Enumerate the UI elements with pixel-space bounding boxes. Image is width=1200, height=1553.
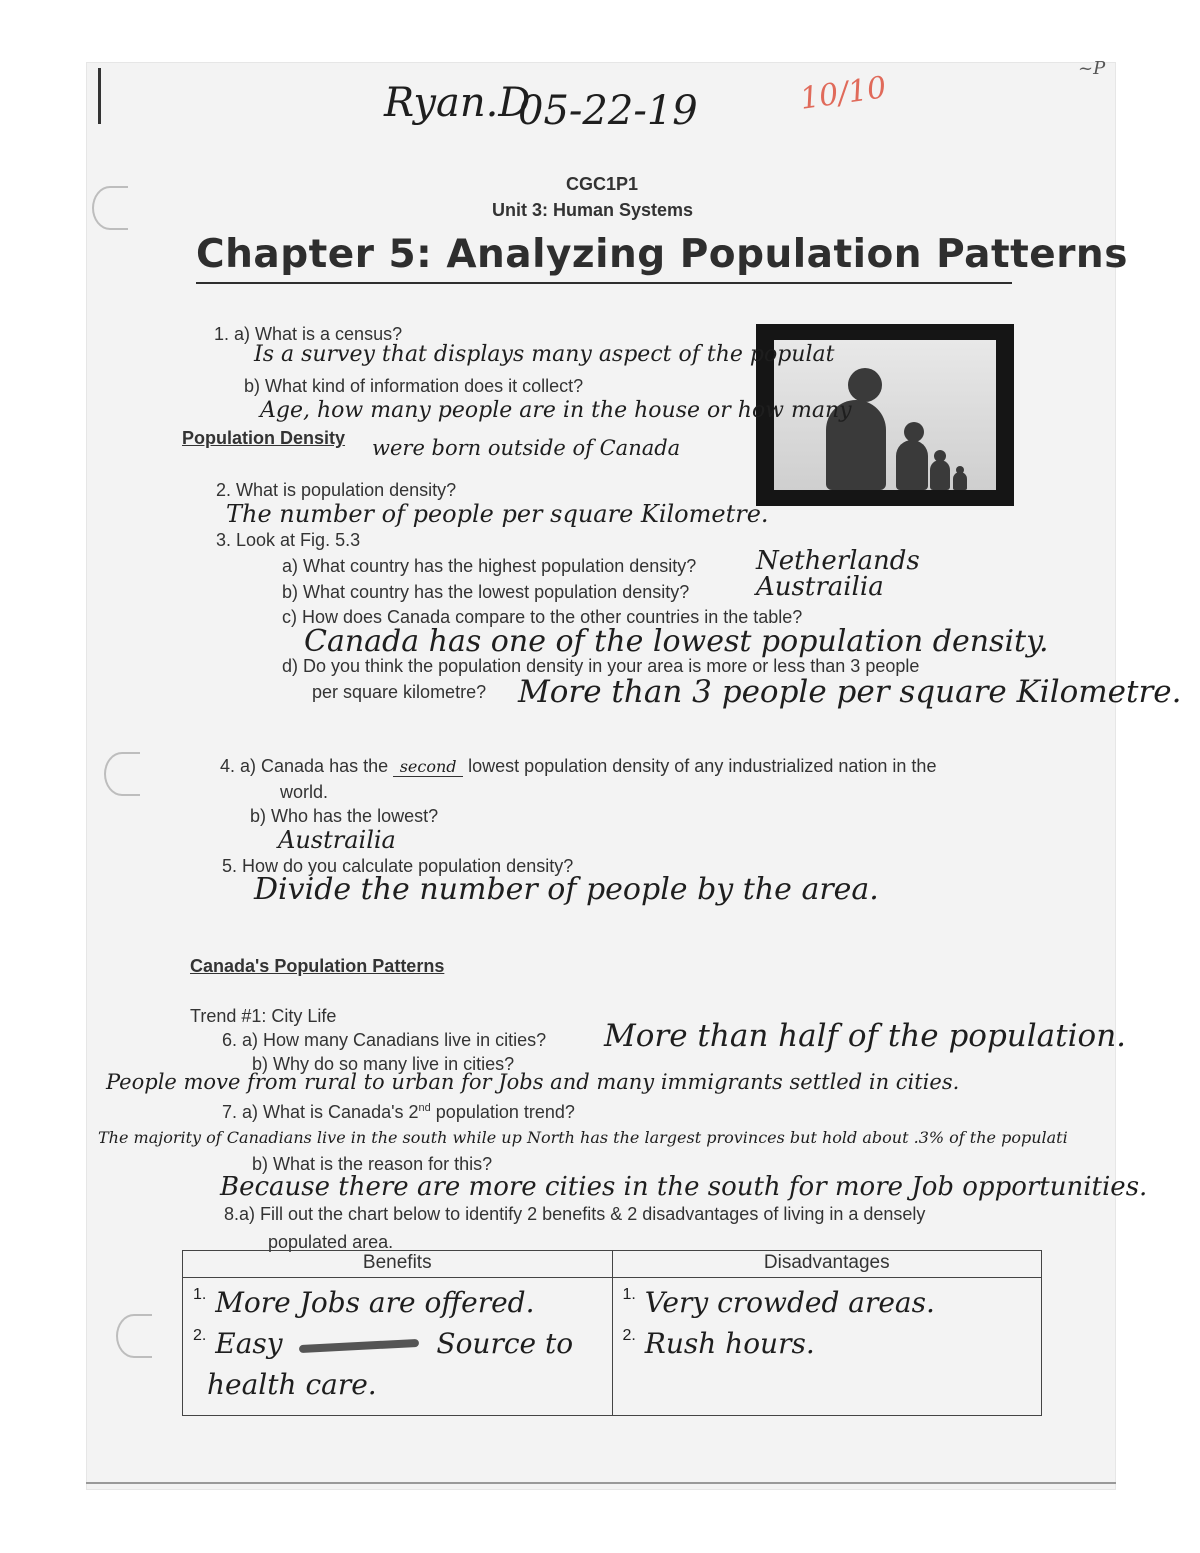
q3-prompt: 3. Look at Fig. 5.3 bbox=[216, 530, 361, 550]
q1a-answer: Is a survey that displays many aspect of the populat bbox=[254, 342, 835, 367]
course-code: CGC1P1 bbox=[566, 174, 639, 194]
q8-prompt-line2: populated area. bbox=[268, 1232, 394, 1252]
q7a-prompt bbox=[222, 1102, 575, 1123]
q7b-answer: Because there are more cities in the south for more Job opportunities. bbox=[220, 1172, 1148, 1202]
benefit-item-2-line2: health care. bbox=[207, 1368, 377, 1401]
benefit-item-2 bbox=[193, 1327, 602, 1360]
q3b-answer: Austrailia bbox=[756, 572, 884, 602]
title-underline bbox=[196, 282, 1012, 284]
q3c-prompt: c) How does Canada compare to the other countries in the table? bbox=[282, 607, 803, 627]
unit-title: Unit 3: Human Systems bbox=[492, 200, 694, 220]
margin-line bbox=[98, 68, 101, 124]
q6b-prompt: b) Why do so many live in cities? bbox=[252, 1054, 515, 1074]
q7a-prompt-end: population trend? bbox=[430, 1102, 575, 1122]
figure-body bbox=[930, 460, 950, 490]
q4a-blank-answer: second bbox=[393, 757, 463, 777]
q1b-prompt: b) What kind of information does it collect? bbox=[244, 376, 584, 396]
binder-hole bbox=[92, 186, 128, 230]
figure-head bbox=[904, 422, 924, 442]
binder-hole bbox=[104, 752, 140, 796]
disadvantage-1-text: Very crowded areas. bbox=[644, 1286, 935, 1319]
trend1-heading: Trend #1: City Life bbox=[190, 1006, 337, 1026]
q2-prompt: 2. What is population density? bbox=[216, 480, 457, 500]
table-row bbox=[183, 1278, 1042, 1416]
q4b-prompt: b) Who has the lowest? bbox=[250, 806, 439, 826]
q3c-answer: Canada has one of the lowest population density. bbox=[304, 624, 1049, 659]
page-bottom-rule bbox=[86, 1482, 1116, 1484]
section-canada-population-patterns: Canada's Population Patterns bbox=[190, 956, 445, 976]
q5-prompt: 5. How do you calculate population density? bbox=[222, 856, 574, 876]
q7a-prompt-start: 7. a) What is Canada's 2 bbox=[222, 1102, 419, 1122]
q1a-prompt: 1. a) What is a census? bbox=[214, 324, 403, 344]
scribbled-out-text bbox=[299, 1338, 419, 1352]
q4a-prompt bbox=[220, 756, 936, 777]
q3d-prompt-line2: per square kilometre? bbox=[312, 682, 487, 702]
disadvantage-2-number: 2. bbox=[622, 1327, 636, 1344]
q4a-prompt-start: 4. a) Canada has the bbox=[220, 756, 389, 776]
disadvantage-1-number: 1. bbox=[622, 1286, 636, 1303]
benefit-item-1 bbox=[193, 1286, 602, 1319]
q3b-prompt: b) What country has the lowest population density? bbox=[282, 582, 690, 602]
q3d-answer: More than 3 people per square Kilometre. bbox=[518, 674, 1182, 710]
benefit-2-text-end: Source to bbox=[436, 1327, 574, 1360]
q1b-answer-line2: were born outside of Canada bbox=[372, 436, 681, 460]
q6a-answer: More than half of the population. bbox=[604, 1018, 1127, 1054]
q2-answer: The number of people per square Kilometre. bbox=[226, 500, 769, 528]
q3d-prompt-line1: d) Do you think the population density in your area is more or less than 3 people bbox=[282, 656, 920, 676]
figure-body bbox=[953, 472, 967, 490]
q3a-answer: Netherlands bbox=[756, 546, 920, 576]
student-name: Ryan.D bbox=[384, 80, 531, 126]
q5-answer: Divide the number of people by the area. bbox=[254, 872, 879, 907]
q3a-prompt: a) What country has the highest population density? bbox=[282, 556, 697, 576]
q8-prompt-line1: 8.a) Fill out the chart below to identify 2 benefits & 2 disadvantages of living in a densely bbox=[224, 1204, 926, 1224]
q4b-answer: Austrailia bbox=[278, 826, 396, 854]
benefit-1-number: 1. bbox=[193, 1286, 207, 1303]
q6a-prompt: 6. a) How many Canadians live in cities? bbox=[222, 1030, 547, 1050]
chapter-title: Chapter 5: Analyzing Population Patterns bbox=[196, 232, 1128, 277]
q7a-superscript: nd bbox=[418, 1102, 431, 1114]
q7a-answer: The majority of Canadians live in the south while up North has the largest provinces but hold about .3% of the populati bbox=[98, 1128, 1068, 1147]
benefit-1-text: More Jobs are offered. bbox=[215, 1286, 535, 1319]
benefit-2-number: 2. bbox=[193, 1327, 207, 1344]
q7b-prompt: b) What is the reason for this? bbox=[252, 1154, 493, 1174]
date: 05-22-19 bbox=[518, 88, 698, 134]
disadvantages-cell bbox=[612, 1278, 1042, 1416]
benefits-disadvantages-table bbox=[182, 1250, 1042, 1416]
disadvantage-2-text: Rush hours. bbox=[644, 1327, 815, 1360]
q4a-prompt-line2: world. bbox=[280, 782, 329, 802]
corner-mark: ~P bbox=[1078, 58, 1106, 79]
disadvantage-item-2 bbox=[623, 1327, 1032, 1360]
section-population-density: Population Density bbox=[182, 428, 346, 448]
figure-head bbox=[848, 368, 882, 402]
table-header-row bbox=[183, 1251, 1042, 1278]
grade: 10/10 bbox=[797, 70, 889, 117]
q1b-answer-line1: Age, how many people are in the house or how many bbox=[260, 398, 852, 423]
figure-body bbox=[896, 440, 928, 490]
q6b-answer: People move from rural to urban for Jobs and many immigrants settled in cities. bbox=[106, 1070, 960, 1094]
benefit-2-text-start: Easy bbox=[215, 1327, 283, 1360]
benefits-header: Benefits bbox=[183, 1251, 613, 1278]
q4a-prompt-end: lowest population density of any industrialized nation in the bbox=[468, 756, 937, 776]
binder-hole bbox=[116, 1314, 152, 1358]
disadvantage-item-1 bbox=[623, 1286, 1032, 1319]
benefits-cell bbox=[183, 1278, 613, 1416]
disadvantages-header: Disadvantages bbox=[612, 1251, 1042, 1278]
